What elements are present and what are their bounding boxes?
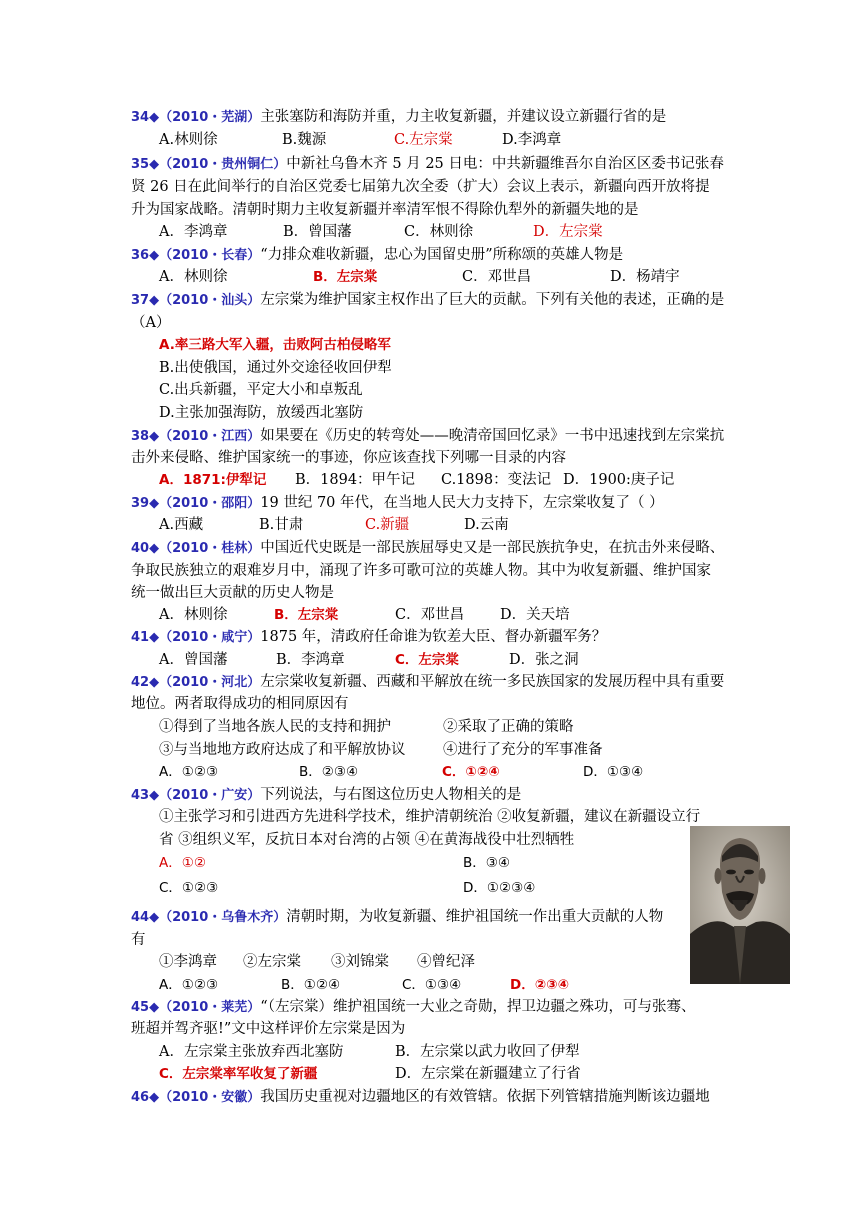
question-38-stem-line-1: 38◆（2010・江西）如果要在《历史的转弯处——晚清帝国回忆录》一书中迅速找到左宗棠抗 — [131, 428, 725, 444]
question-38-stem-line-2: 击外来侵略、维护国家统一的事迹，你应该查找下列哪一目录的内容 — [131, 450, 566, 466]
portrait-image — [690, 826, 790, 984]
question-37-stem-line-1: 37◆（2010・汕头）左宗棠为维护国家主权作出了巨大的贡献。下列有关他的表述，正确的是 — [131, 292, 725, 308]
question-42-stem-line-1: 42◆（2010・河北）左宗棠收复新疆、西藏和平解放在统一多民族国家的发展历程中具有重要 — [131, 674, 725, 690]
question-36-stem: 36◆（2010・长春）“力排众难收新疆，忠心为国留史册”所称颂的英雄人物是 — [131, 247, 624, 263]
question-37-option-c: C.出兵新疆，平定大小和卓叛乱 — [159, 382, 363, 398]
question-37-stem-line-2: （A） — [131, 315, 171, 331]
question-43-items-line-2: 省 ③组织义军，反抗日本对台湾的占领 ④在黄海战役中壮烈牺牲 — [159, 832, 575, 848]
question-37-option-a: A.率三路大军入疆，击败阿古柏侵略军 — [159, 337, 391, 353]
question-44-stem-line-2: 有 — [131, 932, 146, 948]
question-40-stem-line-2: 争取民族独立的艰难岁月中，涌现了许多可歌可泣的英雄人物。其中为收复新疆、维护国家 — [131, 563, 711, 579]
question-41-stem: 41◆（2010・咸宁）1875 年，清政府任命谁为钦差大臣、督办新疆军务？ — [131, 629, 607, 645]
question-46-stem: 46◆（2010・安徽）我国历史重视对边疆地区的有效管辖。依据下列管辖措施判断该边疆地 — [131, 1089, 710, 1105]
question-35-stem-line-3: 升为国家战略。清朝时期力主收复新疆并率清军恨不得除仇犁外的新疆失地的是 — [131, 202, 639, 218]
document-page: 34◆（2010・芜湖）主张塞防和海防并重，力主收复新疆，并建议设立新疆行省的是 A.林则徐 B.魏源 C.左宗棠 D.李鸿章 35◆（2010・贵州铜仁）中新社乌鲁木齐 5 月 25 日电：中共新疆维吾尔自治区区委书记张春 贤 26 日在此间举行的自治区党委七届第九次全委（扩大）会议上表示，新疆向西开放将提 升为国家战略。清朝时期力主收复新疆并率清军恨不得除仇犁外的新疆失地的是 A．李鸿章 B．曾国藩 C．林则徐 D．左宗棠 36◆（2010・长春）“力排众难收新疆，忠心为国留史册”所称颂的英雄人物是 A．林则徐 B．左宗棠 C．邓世昌 D．杨靖宇 37◆（2010・汕头）左宗棠为维护国家主权作出了巨大的贡献。下列有关他的表述，正确的是 （A） A.率三路大军入疆，击败阿古柏侵略军 B.出使俄国，通过外交途径收回伊犁 C.出兵新疆，平定大小和卓叛乱 D.主张加强海防，放缓西北塞防 38◆（2010・江西）如果要在《历史的转弯处——晚清帝国回忆录》一书中迅速找到左宗棠抗 击外来侵略、维护国家统一的事迹，你应该查找下列哪一目录的内容 A．1871:伊犁记 B．1894：甲午记 C.1898：变法记 D．1900:庚子记 39◆（2010・邵阳）19 世纪 70 年代，在当地人民大力支持下，左宗棠收复了（ ） A.西藏 B.甘肃 C.新疆 D.云南 40◆（2010・桂林）中国近代史既是一部民族屈辱史又是一部民族抗争史，在抗击外来侵略、 争取民族独立的艰难岁月中，涌现了许多可歌可泣的英雄人物。其中为收复新疆、维护国家 统一做出巨大贡献的历史人物是 A．林则徐 B．左宗棠 C．邓世昌 D．关天培 41◆（2010・咸宁）1875 年，清政府任命谁为钦差大臣、督办新疆军务？ A．曾国藩 B．李鸿章 C．左宗棠 D．张之洞 42◆（2010・河北）左宗棠收复新疆、西藏和平解放在统一多民族国家的发展历程中具有重要 地位。两者取得成功的相同原因有 ①得到了当地各族人民的支持和拥护 ②采取了正确的策略 ③与当地地方政府达成了和平解放协议 ④进行了充分的军事准备 A．①②③ B．②③④ C．①②④ D．①③④ 43◆（2010・广安）下列说法，与右图这位历史人物相关的是 ①主张学习和引进西方先进科学技术，维护清朝统治 ②收复新疆，建议在新疆设立行 省 ③组织义军，反抗日本对台湾的占领 ④在黄海战役中壮烈牺牲 A．①② B．③④ C．①②③ D．①②③④ 44◆（2010・乌鲁木齐）清朝时期，为收复新疆、维护祖国统一作出重大贡献的人物 有 ①李鸿章 ②左宗棠 ③刘锦棠 ④曾纪泽 A．①②③ B．①②④ C．①③④ D．②③④ 45◆（2010・莱芜）“（左宗棠）维护祖国统一大业之奇勋，捍卫边疆之殊功，可与张骞、 班超并驾齐驱!”文中这样评价左宗棠是因为 A．左宗棠主张放弃西北塞防 B．左宗棠以武力收回了伊犁 C．左宗棠率军收复了新疆 D．左宗棠在新疆建立了行省 46◆（2010・安徽）我国历史重视对边疆地区的有效管辖。依据下列管辖措施判断该边疆地 — [0, 0, 860, 1216]
question-45-stem-line-1: 45◆（2010・莱芜）“（左宗棠）维护祖国统一大业之奇勋，捍卫边疆之殊功，可与张骞、 — [131, 999, 696, 1015]
question-37-option-d: D.主张加强海防，放缓西北塞防 — [159, 405, 364, 421]
question-45-stem-line-2: 班超并驾齐驱!”文中这样评价左宗棠是因为 — [131, 1021, 406, 1037]
question-34-stem: 34◆（2010・芜湖）主张塞防和海防并重，力主收复新疆，并建议设立新疆行省的是 — [131, 109, 667, 125]
question-44-stem-line-1: 44◆（2010・乌鲁木齐）清朝时期，为收复新疆、维护祖国统一作出重大贡献的人物 — [131, 909, 664, 925]
question-43-items-line-1: ①主张学习和引进西方先进科学技术，维护清朝统治 ②收复新疆，建议在新疆设立行 — [159, 809, 701, 825]
question-40-stem-line-1: 40◆（2010・桂林）中国近代史既是一部民族屈辱史又是一部民族抗争史，在抗击外来侵略、 — [131, 540, 725, 556]
question-42-stem-line-2: 地位。两者取得成功的相同原因有 — [131, 696, 349, 712]
question-39-stem: 39◆（2010・邵阳）19 世纪 70 年代，在当地人民大力支持下，左宗棠收复了（ ） — [131, 495, 664, 511]
question-35-stem-line-1: 35◆（2010・贵州铜仁）中新社乌鲁木齐 5 月 25 日电：中共新疆维吾尔自治区区委书记张春 — [131, 156, 724, 172]
question-40-stem-line-3: 统一做出巨大贡献的历史人物是 — [131, 585, 334, 601]
question-37-option-b: B.出使俄国，通过外交途径收回伊犁 — [159, 360, 392, 376]
question-35-stem-line-2: 贤 26 日在此间举行的自治区党委七届第九次全委（扩大）会议上表示，新疆向西开放将提 — [131, 179, 710, 195]
question-43-stem: 43◆（2010・广安）下列说法，与右图这位历史人物相关的是 — [131, 787, 522, 803]
